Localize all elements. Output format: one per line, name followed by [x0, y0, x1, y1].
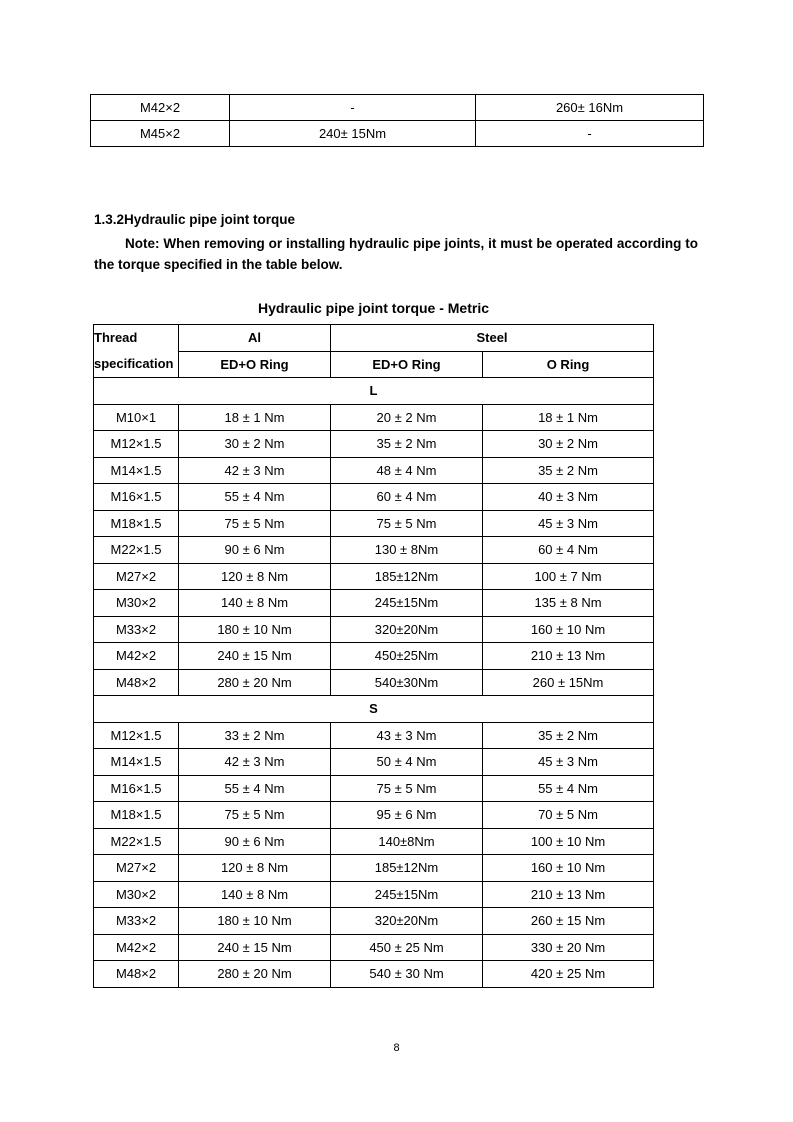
thread-cell: M30×2 — [94, 590, 179, 617]
thread-cell: M10×1 — [94, 404, 179, 431]
torque-cell: 185±12Nm — [331, 563, 483, 590]
table-row — [94, 961, 654, 988]
torque-cell: 450 ± 25 Nm — [331, 934, 483, 961]
al-header: Al — [179, 325, 331, 352]
torque-cell: 42 ± 3 Nm — [179, 749, 331, 776]
table-row — [94, 537, 654, 564]
torque-cell: 540±30Nm — [331, 669, 483, 696]
torque-cell: 60 ± 4 Nm — [331, 484, 483, 511]
torque-table-body — [94, 378, 654, 988]
torque-cell: 160 ± 10 Nm — [483, 616, 654, 643]
thread-cell: M16×1.5 — [94, 775, 179, 802]
thread-cell: M18×1.5 — [94, 510, 179, 537]
table-row — [94, 908, 654, 935]
torque-cell: 43 ± 3 Nm — [331, 722, 483, 749]
thread-cell: M14×1.5 — [94, 457, 179, 484]
torque-cell: 160 ± 10 Nm — [483, 855, 654, 882]
table-row — [94, 484, 654, 511]
thread-cell: M48×2 — [94, 961, 179, 988]
table-cell: M45×2 — [91, 121, 230, 147]
table-row — [94, 431, 654, 458]
steel-header: Steel — [331, 325, 654, 352]
thread-cell: M33×2 — [94, 616, 179, 643]
torque-cell: 75 ± 5 Nm — [179, 802, 331, 829]
torque-cell: 320±20Nm — [331, 616, 483, 643]
table-cell: - — [230, 95, 476, 121]
torque-cell: 30 ± 2 Nm — [179, 431, 331, 458]
thread-cell: M27×2 — [94, 563, 179, 590]
thread-cell: M22×1.5 — [94, 828, 179, 855]
torque-cell: 70 ± 5 Nm — [483, 802, 654, 829]
torque-cell: 140 ± 8 Nm — [179, 590, 331, 617]
top-torque-table — [90, 94, 704, 147]
torque-cell: 40 ± 3 Nm — [483, 484, 654, 511]
group-label: L — [94, 378, 654, 405]
torque-cell: 55 ± 4 Nm — [179, 484, 331, 511]
table-row — [94, 855, 654, 882]
torque-cell: 140 ± 8 Nm — [179, 881, 331, 908]
torque-cell: 60 ± 4 Nm — [483, 537, 654, 564]
torque-cell: 245±15Nm — [331, 881, 483, 908]
group-row — [94, 696, 654, 723]
thread-spec-header — [94, 325, 179, 378]
thread-cell: M16×1.5 — [94, 484, 179, 511]
table-row — [94, 749, 654, 776]
torque-cell: 30 ± 2 Nm — [483, 431, 654, 458]
section-heading: 1.3.2Hydraulic pipe joint torque — [94, 212, 296, 227]
torque-cell: 180 ± 10 Nm — [179, 908, 331, 935]
thread-cell: M30×2 — [94, 881, 179, 908]
torque-cell: 280 ± 20 Nm — [179, 669, 331, 696]
table-row — [94, 802, 654, 829]
torque-cell: 240 ± 15 Nm — [179, 643, 331, 670]
table-row — [94, 510, 654, 537]
torque-cell: 75 ± 5 Nm — [331, 510, 483, 537]
thread-cell: M12×1.5 — [94, 431, 179, 458]
torque-cell: 260 ± 15Nm — [483, 669, 654, 696]
table-title: Hydraulic pipe joint torque - Metric — [257, 300, 490, 316]
torque-cell: 120 ± 8 Nm — [179, 563, 331, 590]
torque-cell: 90 ± 6 Nm — [179, 828, 331, 855]
thread-cell: M27×2 — [94, 855, 179, 882]
table-row — [94, 669, 654, 696]
thread-cell: M12×1.5 — [94, 722, 179, 749]
steel-ed-oring-header: ED+O Ring — [331, 351, 483, 378]
table-row — [94, 643, 654, 670]
torque-cell: 20 ± 2 Nm — [331, 404, 483, 431]
torque-cell: 50 ± 4 Nm — [331, 749, 483, 776]
group-label: S — [94, 696, 654, 723]
page-number: 8 — [393, 1042, 400, 1054]
table-cell: - — [476, 121, 704, 147]
torque-cell: 210 ± 13 Nm — [483, 881, 654, 908]
torque-cell: 55 ± 4 Nm — [179, 775, 331, 802]
torque-cell: 210 ± 13 Nm — [483, 643, 654, 670]
torque-cell: 240 ± 15 Nm — [179, 934, 331, 961]
torque-table-header — [94, 325, 654, 378]
torque-cell: 320±20Nm — [331, 908, 483, 935]
torque-cell: 180 ± 10 Nm — [179, 616, 331, 643]
torque-cell: 35 ± 2 Nm — [483, 457, 654, 484]
torque-cell: 330 ± 20 Nm — [483, 934, 654, 961]
torque-cell: 260 ± 15 Nm — [483, 908, 654, 935]
table-cell: 260± 16Nm — [476, 95, 704, 121]
table-row — [94, 590, 654, 617]
torque-cell: 130 ± 8Nm — [331, 537, 483, 564]
table-row — [91, 95, 704, 121]
table-row — [94, 828, 654, 855]
torque-cell: 42 ± 3 Nm — [179, 457, 331, 484]
hydraulic-torque-table — [93, 324, 654, 988]
torque-cell: 245±15Nm — [331, 590, 483, 617]
table-row — [94, 457, 654, 484]
torque-cell: 540 ± 30 Nm — [331, 961, 483, 988]
torque-cell: 420 ± 25 Nm — [483, 961, 654, 988]
section-note: Note: When removing or installing hydraulic pipe joints, it must be operated according to the torque specified in the table below. — [94, 236, 698, 272]
torque-cell: 280 ± 20 Nm — [179, 961, 331, 988]
torque-cell: 90 ± 6 Nm — [179, 537, 331, 564]
table-row — [94, 722, 654, 749]
torque-cell: 18 ± 1 Nm — [483, 404, 654, 431]
torque-cell: 140±8Nm — [331, 828, 483, 855]
torque-cell: 33 ± 2 Nm — [179, 722, 331, 749]
torque-cell: 45 ± 3 Nm — [483, 749, 654, 776]
thread-cell: M14×1.5 — [94, 749, 179, 776]
torque-cell: 18 ± 1 Nm — [179, 404, 331, 431]
group-row — [94, 378, 654, 405]
torque-cell: 100 ± 7 Nm — [483, 563, 654, 590]
top-table-body — [91, 95, 704, 147]
table-row — [94, 934, 654, 961]
table-cell: M42×2 — [91, 95, 230, 121]
table-row — [94, 616, 654, 643]
thread-cell: M33×2 — [94, 908, 179, 935]
thread-header-line1: Thread — [94, 330, 138, 345]
thread-cell: M42×2 — [94, 643, 179, 670]
torque-cell: 185±12Nm — [331, 855, 483, 882]
thread-cell: M22×1.5 — [94, 537, 179, 564]
torque-cell: 35 ± 2 Nm — [331, 431, 483, 458]
table-row — [94, 404, 654, 431]
al-ed-oring-header: ED+O Ring — [179, 351, 331, 378]
torque-cell: 75 ± 5 Nm — [179, 510, 331, 537]
table-cell: 240± 15Nm — [230, 121, 476, 147]
steel-oring-header: O Ring — [483, 351, 654, 378]
thread-cell: M18×1.5 — [94, 802, 179, 829]
torque-cell: 75 ± 5 Nm — [331, 775, 483, 802]
table-row — [94, 563, 654, 590]
table-row — [94, 775, 654, 802]
torque-cell: 48 ± 4 Nm — [331, 457, 483, 484]
torque-cell: 95 ± 6 Nm — [331, 802, 483, 829]
torque-cell: 100 ± 10 Nm — [483, 828, 654, 855]
torque-cell: 45 ± 3 Nm — [483, 510, 654, 537]
thread-cell: M42×2 — [94, 934, 179, 961]
torque-cell: 450±25Nm — [331, 643, 483, 670]
thread-cell: M48×2 — [94, 669, 179, 696]
thread-header-line2: specification — [94, 356, 174, 371]
torque-cell: 55 ± 4 Nm — [483, 775, 654, 802]
torque-cell: 135 ± 8 Nm — [483, 590, 654, 617]
torque-cell: 35 ± 2 Nm — [483, 722, 654, 749]
table-row — [91, 121, 704, 147]
torque-cell: 120 ± 8 Nm — [179, 855, 331, 882]
table-row — [94, 881, 654, 908]
